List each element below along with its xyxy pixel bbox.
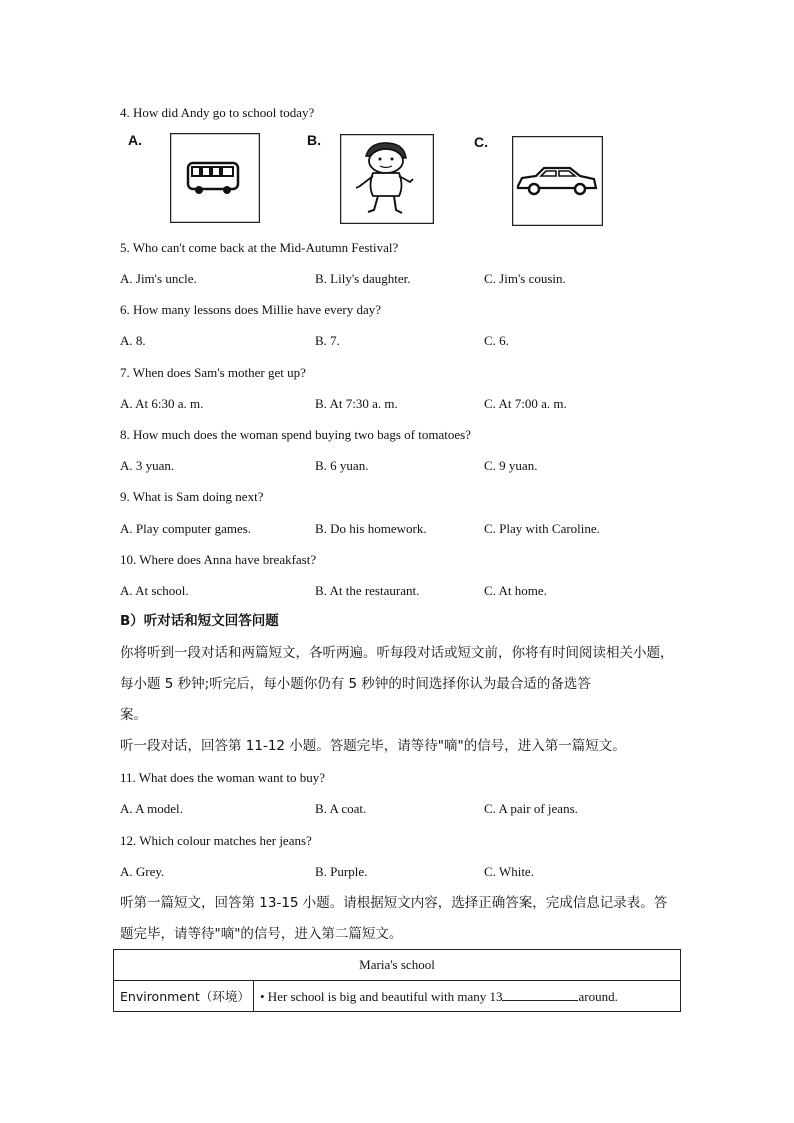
q10-option-a: A. At school. xyxy=(120,583,189,598)
answer-blank-13[interactable] xyxy=(502,988,578,1001)
q6-option-c: C. 6. xyxy=(484,333,509,348)
q12-question: 12. Which colour matches her jeans? xyxy=(120,833,312,848)
q6-option-a: A. 8. xyxy=(120,333,146,348)
environment-cell xyxy=(254,981,681,1012)
q10-option-b: B. At the restaurant. xyxy=(315,583,420,598)
q9-option-b: B. Do his homework. xyxy=(315,521,427,536)
section-b-heading: B）听对话和短文回答问题 xyxy=(120,613,279,629)
q8-option-b: B. 6 yuan. xyxy=(315,458,369,473)
q6-question: 6. How many lessons does Millie have every day? xyxy=(120,302,382,317)
q10-option-c: C. At home. xyxy=(484,583,547,598)
environment-label: Environment（环境） xyxy=(114,981,254,1012)
q9-option-c: C. Play with Caroline. xyxy=(484,521,600,536)
bus-icon xyxy=(170,133,260,228)
info-record-table xyxy=(113,949,681,1012)
q5-question: 5. Who can't come back at the Mid-Autumn Festival? xyxy=(120,240,399,255)
q4-label-a: A. xyxy=(128,132,142,148)
section-b-instruction-line2: 每小题 5 秒钟;听完后，每小题你仍有 5 秒钟的时间选择你认为最合适的备选答 xyxy=(120,676,591,692)
q10-question: 10. Where does Anna have breakfast? xyxy=(120,552,317,567)
passage1-instruction-line1: 听第一篇短文，回答第 13-15 小题。请根据短文内容，选择正确答案，完成信息记录表。答 xyxy=(120,895,668,911)
q7-question: 7. When does Sam's mother get up? xyxy=(120,365,306,380)
section-b-instruction-line1: 你将听到一段对话和两篇短文，各听两遍。听每段对话或短文前，你将有时间阅读相关小题， xyxy=(120,645,674,661)
q9-question: 9. What is Sam doing next? xyxy=(120,489,264,504)
q7-option-b: B. At 7:30 a. m. xyxy=(315,396,398,411)
q4-label-b: B. xyxy=(307,132,321,148)
q12-option-a: A. Grey. xyxy=(120,864,165,879)
q11-question: 11. What does the woman want to buy? xyxy=(120,770,326,785)
q11-option-a: A. A model. xyxy=(120,801,183,816)
q11-option-c: C. A pair of jeans. xyxy=(484,801,578,816)
car-icon xyxy=(512,136,603,231)
q5-option-a: A. Jim's uncle. xyxy=(120,271,197,286)
q4-question: 4. How did Andy go to school today? xyxy=(120,105,315,120)
q12-option-b: B. Purple. xyxy=(315,864,368,879)
q8-option-c: C. 9 yuan. xyxy=(484,458,538,473)
q8-option-a: A. 3 yuan. xyxy=(120,458,175,473)
q11-option-b: B. A coat. xyxy=(315,801,367,816)
q4-label-c: C. xyxy=(474,134,488,150)
q8-question: 8. How much does the woman spend buying two bags of tomatoes? xyxy=(120,427,471,442)
q5-option-c: C. Jim's cousin. xyxy=(484,271,566,286)
q6-option-b: B. 7. xyxy=(315,333,340,348)
q9-option-a: A. Play computer games. xyxy=(120,521,252,536)
passage1-instruction-line2: 题完毕，请等待"嘀"的信号，进入第二篇短文。 xyxy=(120,926,403,942)
section-b-instruction-line3: 案。 xyxy=(120,707,147,723)
environment-text-after: around. xyxy=(578,988,618,1004)
dialog-instruction: 听一段对话，回答第 11-12 小题。答题完毕，请等待"嘀"的信号，进入第一篇短文。 xyxy=(120,738,626,754)
q7-option-c: C. At 7:00 a. m. xyxy=(484,396,567,411)
table-title: Maria's school xyxy=(114,950,681,981)
q7-option-a: A. At 6:30 a. m. xyxy=(120,396,204,411)
boy-walking-icon xyxy=(340,134,434,229)
environment-text-before: • Her school is big and beautiful with many 13 xyxy=(260,988,503,1004)
q12-option-c: C. White. xyxy=(484,864,534,879)
q5-option-b: B. Lily's daughter. xyxy=(315,271,411,286)
